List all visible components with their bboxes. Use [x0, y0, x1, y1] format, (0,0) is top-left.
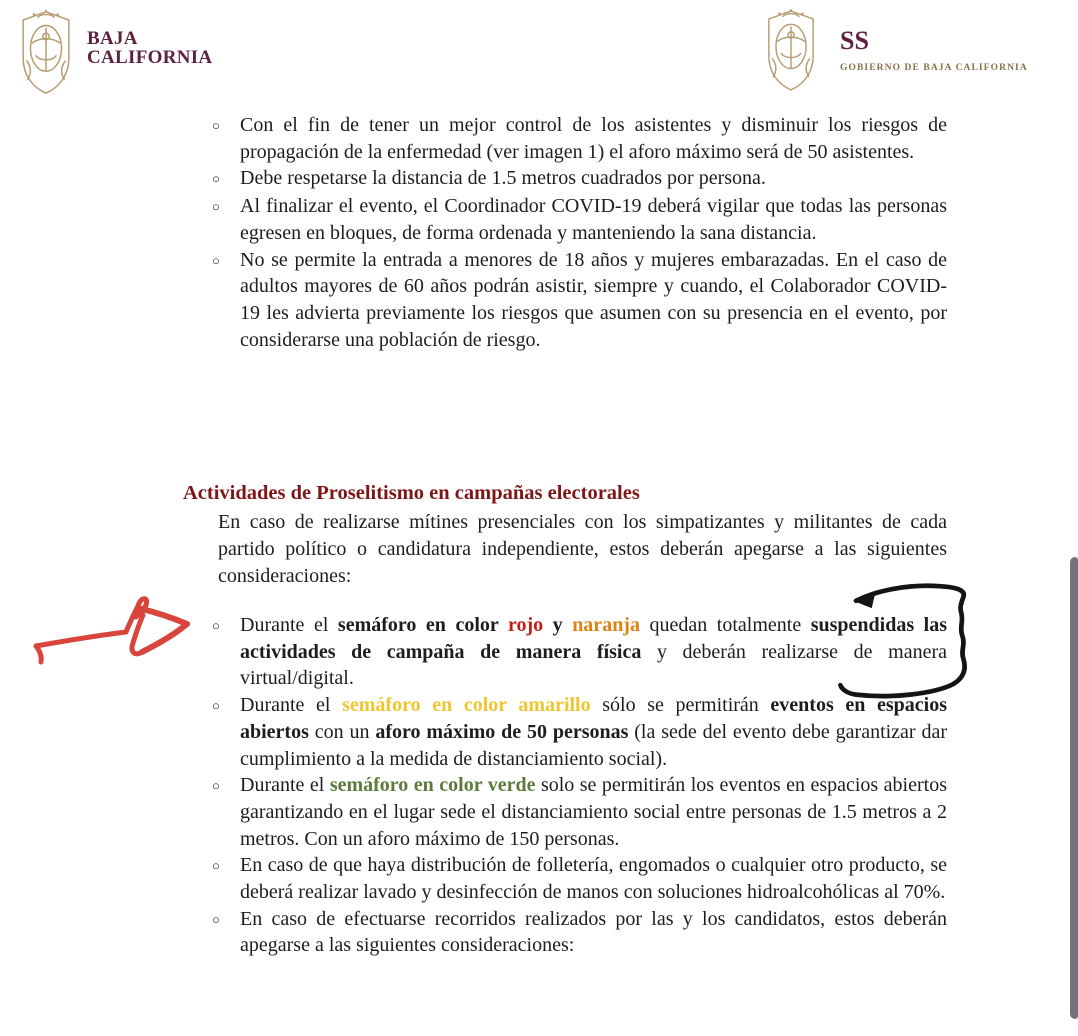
- logo-subtitle: GOBIERNO DE BAJA CALIFORNIA: [840, 63, 1028, 73]
- text-run: En caso de efectuarse recorridos realizados por las y los candidatos, estos deberán apegarse a las siguientes consideraciones:: [240, 907, 947, 957]
- bullet-text: [240, 852, 947, 905]
- list-item: [212, 112, 947, 165]
- text-run: No se permite la entrada a menores de 18 años y mujeres embarazadas. En el caso de adultos mayores de 60 años podrán asistir, siempre y cuando, el Colaborador COVID-19 les advierta previamente los riesgos que asumen con su presencia en el evento, por considerarse una población de riesgo.: [240, 248, 947, 351]
- text-run: semáforo en color: [337, 614, 508, 636]
- bullet-circle-icon: ○: [212, 118, 220, 133]
- bullet-text: [240, 165, 947, 193]
- text-run: semáforo en color verde: [329, 774, 536, 797]
- bullet-circle-icon: ○: [212, 858, 220, 874]
- text-run: solo se permitirán los eventos en espacios abiertos garantizando en el lugar sede el distanciamiento social entre personas de 1.5 metros a 2 metros. Con un aforo máximo de 150 personas.: [240, 774, 947, 850]
- text-run: Durante el: [240, 614, 338, 636]
- gobierno-logo: [760, 4, 1028, 96]
- bullet-circle-icon: ○: [212, 698, 220, 714]
- scrollbar-thumb[interactable]: [1070, 557, 1078, 1019]
- text-run: y deberán realizarse de manera virtual/digital.: [240, 640, 947, 690]
- text-run: con un: [308, 720, 376, 743]
- bullet-text: [240, 112, 947, 165]
- covid-event-rules-list: [212, 112, 947, 353]
- text-run: aforo máximo de 50 personas: [375, 720, 629, 743]
- bullet-circle-icon: ○: [212, 199, 220, 215]
- campaign-rules-list: [212, 612, 947, 959]
- bullet-text: [240, 247, 947, 354]
- text-run: naranja: [572, 614, 640, 636]
- list-item: [212, 612, 947, 692]
- text-run: En caso de que haya distribución de folletería, engomados o cualquier otro producto, se deberá realizar lavado y desinfección de manos con soluciones hidroalcohólicas al 70%.: [240, 854, 947, 904]
- bullet-text: [240, 193, 947, 246]
- list-item: [212, 692, 947, 772]
- list-item: [212, 852, 947, 905]
- section-intro: En caso de realizarse mítines presenciales con los simpatizantes y militantes de cada partido político o candidatura independiente, estos deberán apegarse a las siguientes consideraciones:: [218, 511, 947, 587]
- bullet-text: [240, 772, 947, 852]
- list-item: [212, 906, 947, 959]
- text-run: suspendidas las actividades de campaña de manera física: [240, 614, 947, 663]
- red-arrow-annotation-icon: [30, 586, 210, 666]
- bullet-circle-icon: ○: [212, 911, 220, 927]
- logo-title: [87, 29, 212, 96]
- text-run: quedan totalmente: [639, 614, 811, 636]
- state-crest-icon: [760, 4, 822, 96]
- logo-title-line2: CALIFORNIA: [87, 47, 213, 68]
- bullet-text: [240, 612, 947, 692]
- list-item: [212, 247, 947, 354]
- bullet-circle-icon: ○: [212, 778, 220, 794]
- list-item: [212, 165, 947, 193]
- text-run: Durante el: [240, 774, 330, 797]
- text-run: (la sede del evento debe garantizar dar cumplimiento a la medida de distanciamiento social).: [240, 720, 947, 770]
- text-run: Al finalizar el evento, el Coordinador COVID-19 deberá vigilar que todas las personas egresen en bloques, de forma ordenada y manteniendo la sana distancia.: [240, 195, 947, 244]
- text-run: Debe respetarse la distancia de 1.5 metros cuadrados por persona.: [240, 167, 766, 190]
- text-run: eventos en espacios abiertos: [240, 694, 947, 743]
- bullet-text: [240, 692, 947, 772]
- bullet-text: [240, 906, 947, 959]
- state-crest-icon: [14, 8, 78, 96]
- logo-initials: SS: [840, 26, 869, 55]
- list-item: [212, 193, 947, 246]
- bullet-circle-icon: ○: [212, 252, 220, 268]
- logo-title-line1: BAJA: [87, 28, 138, 49]
- text-run: semáforo en color amarillo: [342, 694, 591, 717]
- text-run: Durante el: [240, 694, 343, 717]
- list-item: [212, 772, 947, 852]
- text-run: sólo se permitirán: [590, 694, 771, 717]
- bullet-circle-icon: ○: [212, 171, 220, 187]
- section-heading: Actividades de Proselitismo en campañas electorales: [183, 482, 640, 504]
- bullet-circle-icon: ○: [212, 618, 220, 633]
- text-run: y: [543, 614, 573, 636]
- text-run: rojo: [507, 614, 544, 636]
- text-run: Con el fin de tener un mejor control de los asistentes y disminuir los riesgos de propagación de la enfermedad (ver imagen 1) el aforo máximo será de 50 asistentes.: [240, 114, 947, 163]
- baja-california-logo: [14, 8, 212, 96]
